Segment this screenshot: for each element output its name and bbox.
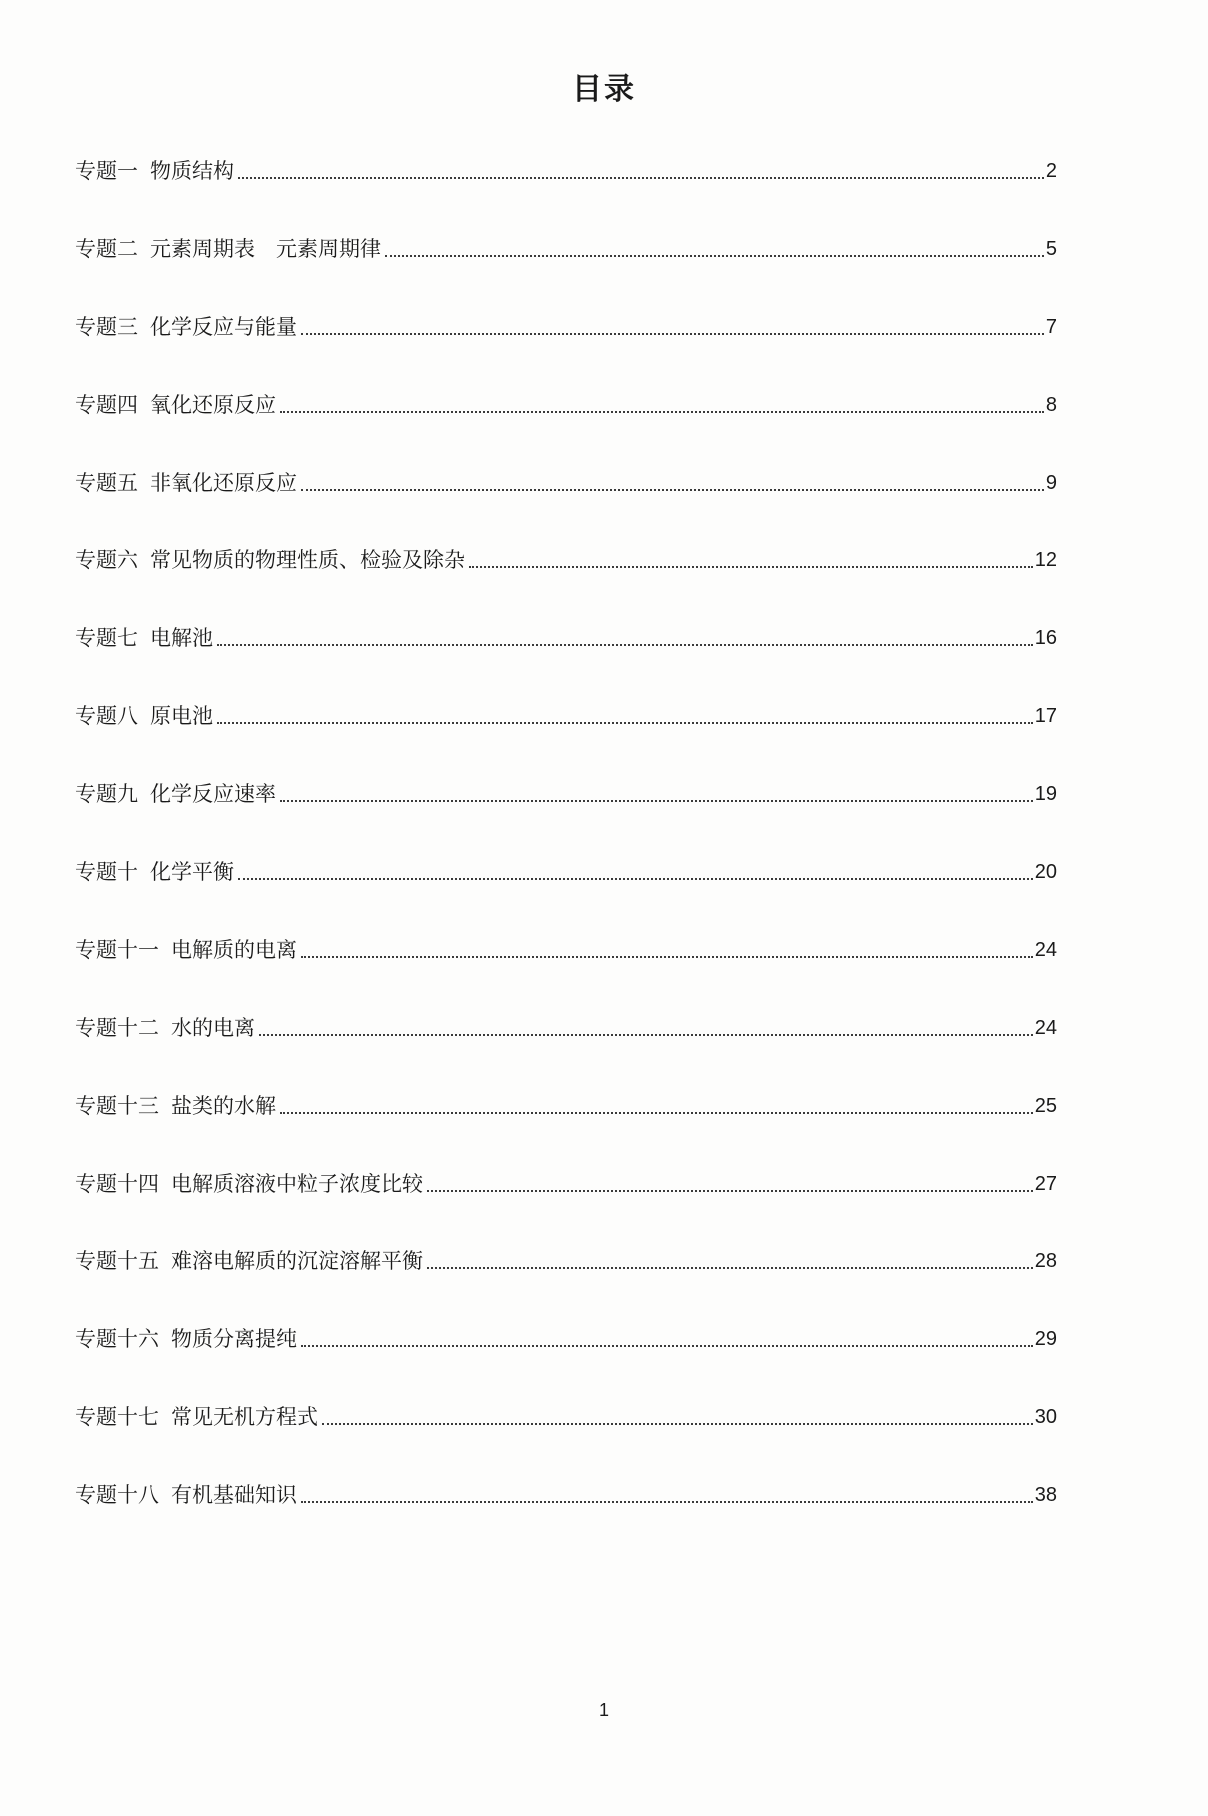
toc-entry	[75, 469, 1057, 547]
dot-leader	[385, 255, 1044, 257]
toc-entry-title: 物质分离提纯	[171, 1327, 297, 1352]
dot-leader	[280, 411, 1044, 413]
dot-leader	[217, 722, 1033, 724]
toc-entry-title: 常见无机方程式	[171, 1405, 318, 1430]
toc-entry-line	[75, 780, 1057, 808]
toc-entry-title: 有机基础知识	[171, 1483, 297, 1508]
toc-entry-page: 5	[1045, 237, 1057, 260]
toc-entry-line	[75, 1014, 1057, 1042]
toc-entry	[75, 858, 1057, 936]
toc-entry	[75, 1481, 1057, 1559]
toc-entry-number: 专题七	[75, 626, 138, 651]
toc-entry-page: 2	[1045, 160, 1057, 182]
dot-leader	[469, 566, 1033, 568]
toc-entry-title: 化学平衡	[150, 860, 234, 885]
toc-entry-title: 化学反应速率	[150, 782, 276, 807]
toc-entry-page: 19	[1034, 783, 1057, 806]
toc-entry-line	[75, 624, 1057, 652]
toc-entry-line	[75, 1481, 1057, 1509]
toc-entry-page: 7	[1045, 315, 1057, 338]
toc-entry	[75, 936, 1057, 1014]
dot-leader	[238, 878, 1033, 880]
toc-entry-line	[75, 235, 1057, 263]
toc-entry-page: 9	[1045, 471, 1057, 494]
toc-entry-title: 物质结构	[150, 159, 234, 183]
toc-entry-page: 17	[1034, 705, 1057, 728]
dot-leader	[301, 1345, 1033, 1347]
toc-entry-number: 专题二	[75, 236, 138, 261]
toc-entry-line	[75, 157, 1057, 185]
toc-entry-line	[75, 1247, 1057, 1275]
toc-entry-line	[75, 858, 1057, 886]
toc-entry-line	[75, 1403, 1057, 1431]
page-number: 1	[598, 1700, 609, 1720]
toc-entry-line	[75, 391, 1057, 419]
toc-entry-page: 20	[1034, 861, 1057, 884]
toc-entry-number: 专题一	[75, 159, 138, 183]
toc-entry-page: 8	[1045, 393, 1057, 416]
toc-entry-title: 元素周期表 元素周期律	[150, 236, 381, 261]
toc-entry-page: 24	[1034, 1016, 1057, 1039]
toc-entry-line	[75, 702, 1057, 730]
dot-leader	[217, 644, 1033, 646]
dot-leader	[427, 1190, 1033, 1192]
toc-entry-number: 专题十五	[75, 1249, 159, 1274]
toc-entry-number: 专题十八	[75, 1483, 159, 1508]
toc-entry-number: 专题十四	[75, 1171, 159, 1196]
toc-entry	[75, 1170, 1057, 1248]
page-title: 目录	[572, 72, 636, 107]
toc-entry-page: 16	[1034, 627, 1057, 650]
toc-entry	[75, 1014, 1057, 1092]
toc-entry	[75, 1092, 1057, 1170]
toc-entry-page: 30	[1034, 1406, 1057, 1429]
toc-entry-number: 专题十一	[75, 937, 159, 962]
dot-leader	[301, 333, 1044, 335]
table-of-contents	[75, 157, 1057, 1559]
toc-entry-number: 专题八	[75, 704, 138, 729]
toc-entry-number: 专题十三	[75, 1093, 159, 1118]
toc-entry-title: 水的电离	[171, 1015, 255, 1040]
toc-entry-title: 原电池	[150, 704, 213, 729]
toc-entry-title: 难溶电解质的沉淀溶解平衡	[171, 1249, 423, 1274]
toc-entry-title: 常见物质的物理性质、检验及除杂	[150, 548, 465, 573]
toc-entry-number: 专题三	[75, 314, 138, 339]
dot-leader	[301, 1501, 1033, 1503]
toc-entry-title: 非氧化还原反应	[150, 470, 297, 495]
toc-entry	[75, 1403, 1057, 1481]
toc-entry	[75, 313, 1057, 391]
toc-entry-line	[75, 1325, 1057, 1353]
toc-entry	[75, 780, 1057, 858]
toc-entry-line	[75, 936, 1057, 964]
dot-leader	[238, 177, 1044, 179]
toc-entry-line	[75, 546, 1057, 574]
toc-entry-title: 电解质的电离	[171, 937, 297, 962]
toc-entry-line	[75, 469, 1057, 497]
toc-entry-number: 专题十六	[75, 1327, 159, 1352]
toc-entry-line	[75, 1170, 1057, 1198]
toc-entry-page: 29	[1034, 1328, 1057, 1351]
toc-entry	[75, 391, 1057, 469]
toc-entry-number: 专题十七	[75, 1405, 159, 1430]
dot-leader	[322, 1423, 1033, 1425]
toc-entry-number: 专题四	[75, 392, 138, 417]
dot-leader	[427, 1267, 1033, 1269]
toc-entry-title: 电解池	[150, 626, 213, 651]
toc-entry	[75, 235, 1057, 313]
toc-entry-number: 专题六	[75, 548, 138, 573]
toc-entry	[75, 624, 1057, 702]
toc-entry-line	[75, 313, 1057, 341]
dot-leader	[280, 1112, 1033, 1114]
dot-leader	[301, 489, 1044, 491]
toc-entry-number: 专题五	[75, 470, 138, 495]
dot-leader	[280, 800, 1033, 802]
toc-entry	[75, 1325, 1057, 1403]
toc-entry-page: 12	[1034, 549, 1057, 572]
toc-entry-number: 专题九	[75, 782, 138, 807]
toc-entry	[75, 546, 1057, 624]
toc-entry-title: 电解质溶液中粒子浓度比较	[171, 1171, 423, 1196]
toc-entry-page: 24	[1034, 938, 1057, 961]
toc-entry-page: 28	[1034, 1250, 1057, 1273]
toc-entry-number: 专题十二	[75, 1015, 159, 1040]
toc-entry-title: 盐类的水解	[171, 1093, 276, 1118]
toc-entry	[75, 1247, 1057, 1325]
toc-entry-title: 氧化还原反应	[150, 392, 276, 417]
toc-entry	[75, 157, 1057, 235]
toc-entry-page: 38	[1034, 1484, 1057, 1507]
dot-leader	[259, 1034, 1033, 1036]
toc-entry	[75, 702, 1057, 780]
toc-entry-page: 25	[1034, 1094, 1057, 1117]
toc-entry-title: 化学反应与能量	[150, 314, 297, 339]
toc-entry-line	[75, 1092, 1057, 1120]
toc-entry-number: 专题十	[75, 860, 138, 885]
toc-entry-page: 27	[1034, 1172, 1057, 1195]
dot-leader	[301, 956, 1033, 958]
